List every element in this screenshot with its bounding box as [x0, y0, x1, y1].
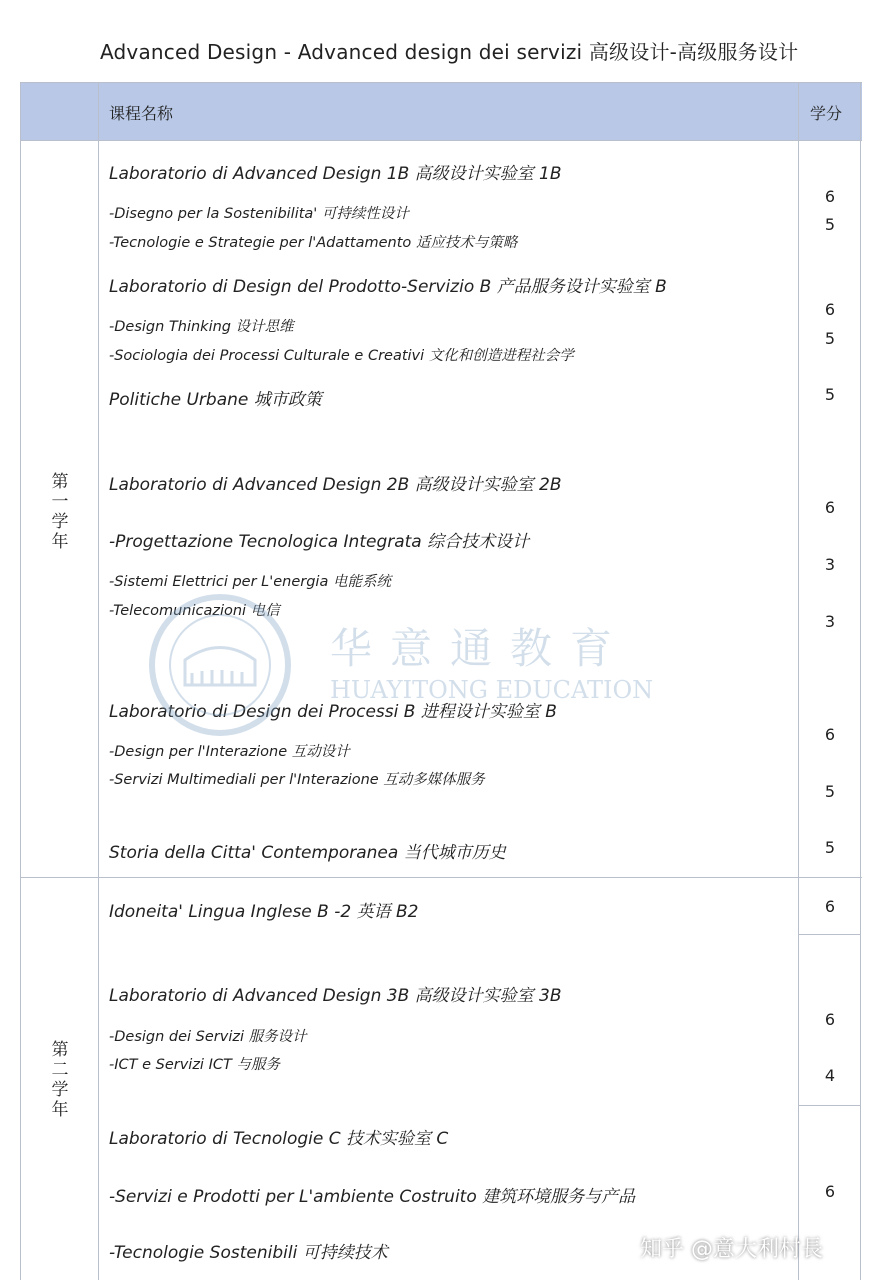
credit-value: 6: [824, 300, 836, 319]
course-row: -Disegno per la Sostenibilita' 可持续性设计: [109, 206, 409, 222]
course-row: Storia della Citta' Contemporanea 当代城市历史: [109, 843, 506, 863]
credit-value: 5: [824, 385, 836, 404]
course-row: -Sistemi Elettrici per L'energia 电能系统: [109, 574, 391, 590]
course-row: Laboratorio di Design del Prodotto-Servizio B 产品服务设计实验室 B: [109, 277, 667, 297]
credit-value: 4: [824, 1066, 836, 1085]
colosseum-logo-icon: [140, 590, 310, 740]
watermark-chinese: 华意通教育: [330, 624, 631, 673]
year-label-second: 第二学年: [51, 1040, 69, 1120]
course-row: -Servizi e Prodotti per L'ambiente Costruito 建筑环境服务与产品: [109, 1187, 636, 1207]
document-title: Advanced Design - Advanced design dei servizi 高级设计-高级服务设计: [100, 40, 799, 64]
credit-cell-divider: [798, 1105, 860, 1106]
header-divider: [20, 140, 862, 141]
credit-value: 6: [824, 187, 836, 206]
course-row: Laboratorio di Tecnologie C 技术实验室 C: [109, 1129, 449, 1149]
year-divider: [20, 877, 862, 878]
credit-value: 6: [824, 725, 836, 744]
credit-value: 6: [824, 1010, 836, 1029]
course-row: Laboratorio di Advanced Design 3B 高级设计实验室 3B: [109, 986, 562, 1006]
course-row: -Tecnologie e Strategie per l'Adattamento 适应技术与策略: [109, 235, 518, 251]
header-course-name: 课程名称: [109, 104, 174, 123]
course-row: -Tecnologie Sostenibili 可持续技术: [109, 1243, 388, 1263]
course-row: -Design dei Servizi 服务设计: [109, 1029, 307, 1045]
course-row: -ICT e Servizi ICT 与服务: [109, 1057, 280, 1073]
course-row: -Design Thinking 设计思维: [109, 319, 294, 335]
credit-value: 3: [824, 555, 836, 574]
course-row: Laboratorio di Advanced Design 2B 高级设计实验室 2B: [109, 475, 562, 495]
credit-value: 6: [824, 498, 836, 517]
watermark: [140, 590, 660, 740]
credit-value: 5: [824, 838, 836, 857]
course-row: -Design per l'Interazione 互动设计: [109, 744, 350, 760]
header-credits: 学分: [810, 104, 843, 123]
credit-value: 5: [824, 782, 836, 801]
credit-value: 6: [824, 1182, 836, 1201]
column-divider-year: [98, 82, 99, 1280]
attribution-watermark: 知乎 @意大利村長: [640, 1237, 823, 1262]
course-row: -Progettazione Tecnologica Integrata 综合技术设计: [109, 532, 530, 552]
table-border-top: [20, 82, 862, 83]
table-border-right: [860, 82, 861, 1280]
year-label-first: 第一学年: [51, 472, 69, 552]
course-row: Laboratorio di Design dei Processi B 进程设计实验室 B: [109, 702, 557, 722]
course-row: Politiche Urbane 城市政策: [109, 390, 322, 410]
course-row: Laboratorio di Advanced Design 1B 高级设计实验室 1B: [109, 164, 562, 184]
credit-value: 5: [824, 329, 836, 348]
column-divider-credits: [798, 82, 799, 1280]
course-row: -Sociologia dei Processi Culturale e Creativi 文化和创造进程社会学: [109, 348, 574, 364]
watermark-english: HUAYITONG EDUCATION: [330, 676, 654, 704]
course-row: -Telecomunicazioni 电信: [109, 603, 280, 619]
credit-cell-divider: [798, 934, 860, 935]
credit-value: 6: [824, 897, 836, 916]
table-border-left: [20, 82, 21, 1280]
credit-value: 5: [824, 215, 836, 234]
course-row: -Servizi Multimediali per l'Interazione 互动多媒体服务: [109, 772, 485, 788]
course-row: Idoneita' Lingua Inglese B -2 英语 B2: [109, 902, 419, 922]
credit-value: 3: [824, 612, 836, 631]
